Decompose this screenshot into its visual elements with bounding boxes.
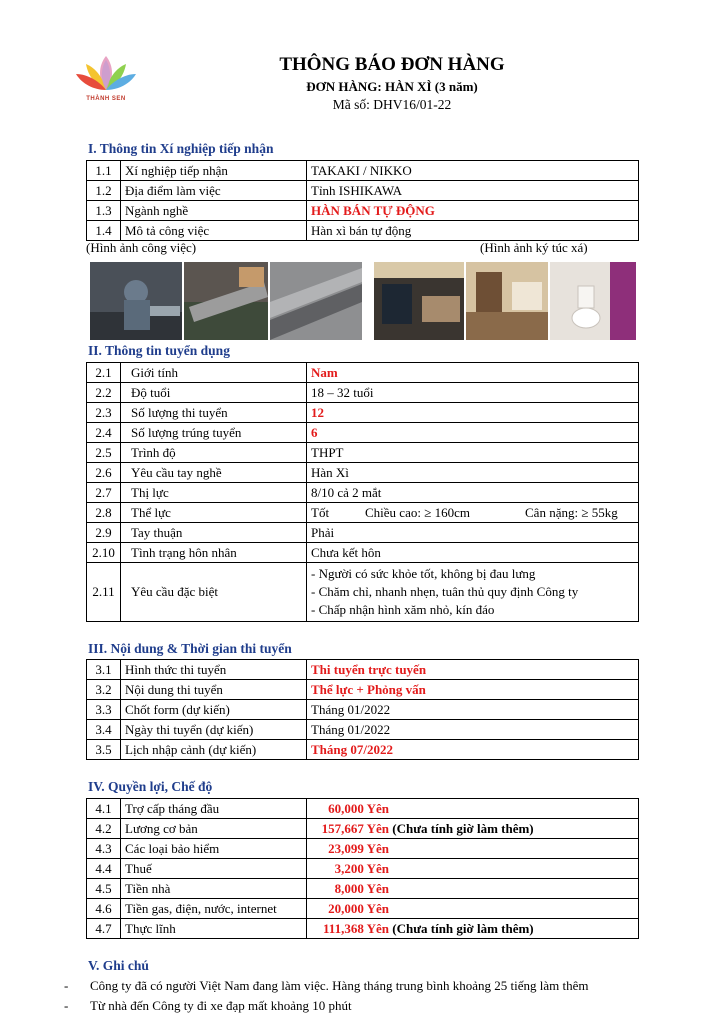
table-row: 2.2 Độ tuổi 18 – 32 tuổi [87, 383, 639, 403]
table-row: 3.1 Hình thức thi tuyển Thi tuyển trực tuyến [87, 660, 639, 680]
recruitment-info-table [86, 362, 639, 622]
table-row: 2.5 Trình độ THPT [87, 443, 639, 463]
document-title: THÔNG BÁO ĐƠN HÀNG [279, 54, 505, 75]
table-row: 2.10 Tình trạng hôn nhân Chưa kết hôn [87, 543, 639, 563]
table-row: 2.7 Thị lực 8/10 cả 2 mắt [87, 483, 639, 503]
weight-requirement: Cân nặng: ≥ 55kg [525, 504, 618, 520]
order-subtitle: ĐƠN HÀNG: HÀN XÌ (3 năm) [306, 79, 478, 94]
table-row: 2.9 Tay thuận Phải [87, 523, 639, 543]
dorm-photo-3 [550, 262, 636, 340]
table-row: 2.6 Yêu cầu tay nghề Hàn Xì [87, 463, 639, 483]
table-row: 4.7 Thực lĩnh 111,368 Yên (Chưa tính giờ làm thêm) [87, 919, 639, 939]
special-requirement-line: - Chăm chỉ, nhanh nhẹn, tuân thủ quy định Công ty [311, 584, 579, 599]
table-row: 2.3 Số lượng thi tuyển 12 [87, 403, 639, 423]
section-4-heading: IV. Quyền lợi, Chế độ [88, 779, 213, 794]
table-row: 4.3 Các loại bảo hiểm 23,099 Yên [87, 839, 639, 859]
table-row: 4.1 Trợ cấp tháng đầu 60,000 Yên [87, 799, 639, 819]
table-row: 3.5 Lịch nhập cảnh (dự kiến) Tháng 07/2022 [87, 740, 639, 760]
company-info-table [86, 160, 639, 241]
work-photo-3 [270, 262, 362, 340]
order-code: Mã số: DHV16/01-22 [332, 97, 452, 112]
note-item: - Công ty đã có người Việt Nam đang làm việc. Hàng tháng trung bình khoảng 25 tiếng làm thêm [64, 978, 589, 993]
table-row: 3.2 Nội dung thi tuyển Thể lực + Phỏng vấn [87, 680, 639, 700]
table-row: 4.5 Tiền nhà 8,000 Yên [87, 879, 639, 899]
table-row: 1.2 Địa điểm làm việc Tỉnh ISHIKAWA [87, 181, 639, 201]
table-row: 2.11 Yêu cầu đặc biệt - Người có sức khỏe tốt, không bị đau lưng - Chăm chỉ, nhanh nhẹn, tuân thủ quy định Công ty - Chấp nhận hình xăm nhỏ, kín đáo [87, 563, 639, 622]
table-row: 2.4 Số lượng trúng tuyển 6 [87, 423, 639, 443]
work-photo-2 [184, 262, 268, 340]
dorm-photos-caption: (Hình ảnh ký túc xá) [480, 240, 588, 255]
table-row: 1.1 Xí nghiệp tiếp nhận TAKAKI / NIKKO [87, 161, 639, 181]
work-photo-1 [90, 262, 182, 340]
section-3-heading: III. Nội dung & Thời gian thi tuyển [88, 641, 292, 656]
logo-brand-text: THÀNH SEN [86, 96, 126, 102]
table-row: 2.1 Giới tính Nam [87, 363, 639, 383]
table-row: 4.4 Thuế 3,200 Yên [87, 859, 639, 879]
height-requirement: Chiều cao: ≥ 160cm [365, 504, 470, 520]
benefits-table [86, 798, 639, 939]
physical-condition: Tốt [311, 504, 330, 520]
dorm-photo-1 [374, 262, 464, 340]
special-requirement-line: - Chấp nhận hình xăm nhỏ, kín đáo [311, 602, 495, 617]
special-requirement-line: - Người có sức khỏe tốt, không bị đau lưng [311, 566, 536, 581]
work-photos-caption: (Hình ảnh công việc) [86, 240, 197, 255]
section-2-heading: II. Thông tin tuyển dụng [88, 343, 230, 358]
section-1-heading: I. Thông tin Xí nghiệp tiếp nhận [88, 141, 274, 156]
table-row: 3.4 Ngày thi tuyển (dự kiến) Tháng 01/2022 [87, 720, 639, 740]
table-row: 2.8 Thể lực Tốt Chiều cao: ≥ 160cm Cân nặng: ≥ 55kg [87, 503, 639, 523]
dorm-photo-2 [466, 262, 548, 340]
table-row: 3.3 Chốt form (dự kiến) Tháng 01/2022 [87, 700, 639, 720]
table-row: 1.4 Mô tả công việc Hàn xì bán tự động [87, 221, 639, 241]
table-row: 4.2 Lương cơ bản 157,667 Yên (Chưa tính giờ làm thêm) [87, 819, 639, 839]
note-item: - Từ nhà đến Công ty đi xe đạp mất khoảng 10 phút [64, 998, 352, 1013]
exam-schedule-table [86, 659, 639, 760]
table-row: 4.6 Tiền gas, điện, nước, internet 20,000 Yên [87, 899, 639, 919]
table-row: 1.3 Ngành nghề HÀN BÁN TỰ ĐỘNG [87, 201, 639, 221]
section-5-heading: V. Ghi chú [88, 958, 149, 973]
